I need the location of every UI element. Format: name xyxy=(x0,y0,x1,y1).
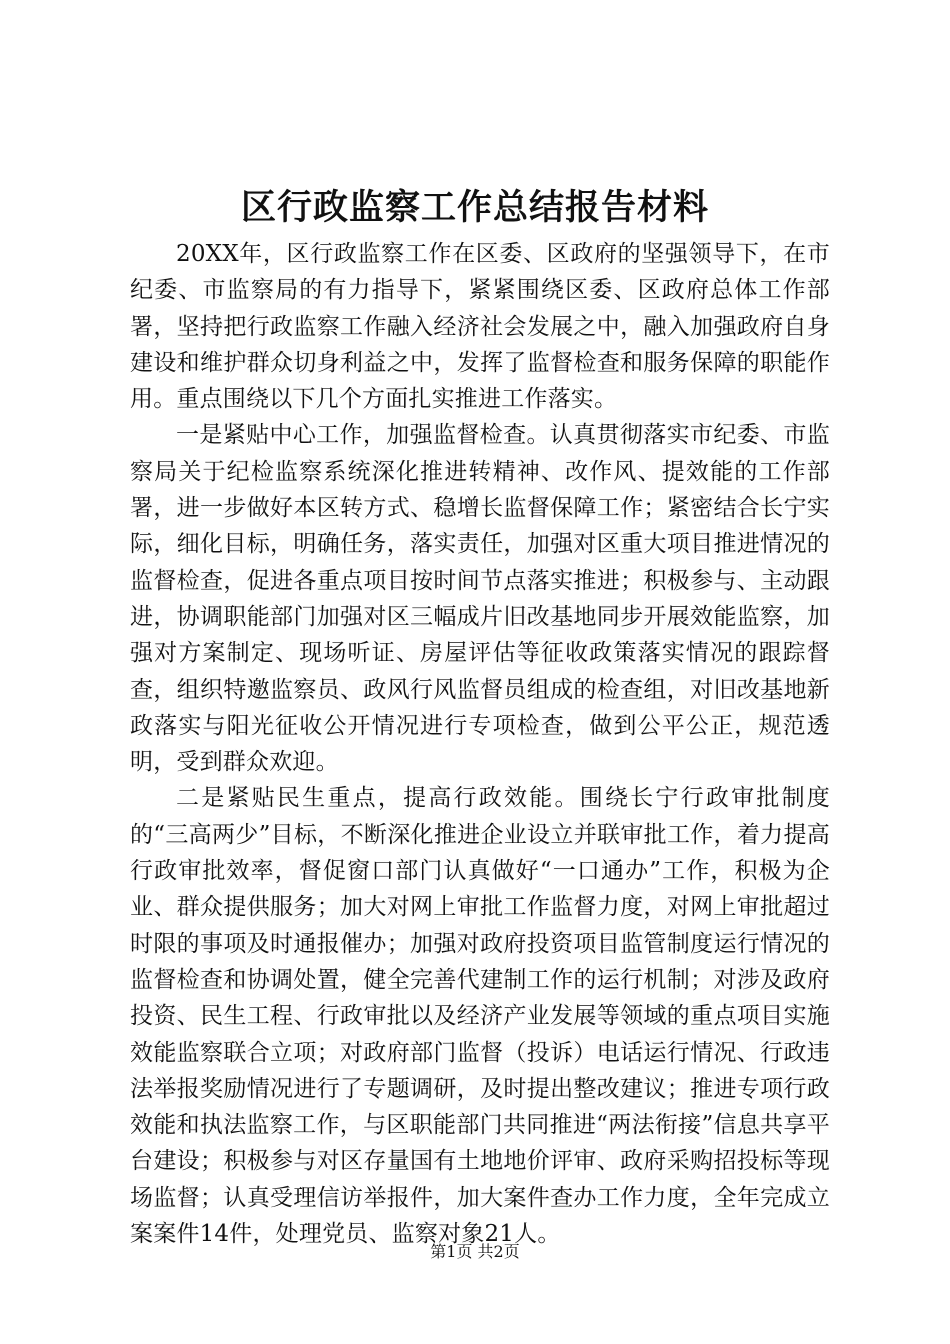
paragraph-efficiency: 二是紧贴民生重点，提高行政效能。围绕长宁行政审批制度的“三高两少”目标，不断深化推进企业设立并联审批工作，着力提高行政审批效率，督促窗口部门认真做好“一口通办”工作，积极为企业、群众提供服务；加大对网上审批工作监督力度，对网上审批超过时限的事项及时通报催办；加强对政府投资项目监管制度运行情况的监督检查和协调处置，健全完善代建制工作的运行机制；对涉及政府投资、民生工程、行政审批以及经济产业发展等领域的重点项目实施效能监察联合立项；对政府部门监督（投诉）电话运行情况、行政违法举报奖励情况进行了专题调研，及时提出整改建议；推进专项行政效能和执法监察工作，与区职能部门共同推进“两法衔接”信息共享平台建设；积极参与对区存量国有土地地价评审、政府采购招投标等现场监督；认真受理信访举报件，加大案件查办工作力度，全年完成立案案件14件，处理党员、监察对象21人。 xyxy=(130,785,830,1248)
document-body xyxy=(130,236,830,1252)
page-number: 第1页 共2页 xyxy=(430,1242,520,1261)
document-title: 区行政监察工作总结报告材料 xyxy=(240,187,709,228)
paragraph-intro: 20XX年，区行政监察工作在区委、区政府的坚强领导下，在市纪委、市监察局的有力指导下，紧紧围绕区委、区政府总体工作部署，坚持把行政监察工作融入经济社会发展之中，融入加强政府自身建设和维护群众切身利益之中，发挥了监督检查和服务保障的职能作用。重点围绕以下几个方面扎实推进工作落实。 xyxy=(130,241,830,413)
paragraph-supervision: 一是紧贴中心工作，加强监督检查。认真贯彻落实市纪委、市监察局关于纪检监察系统深化推进转精神、改作风、提效能的工作部署，进一步做好本区转方式、稳增长监督保障工作；紧密结合长宁实际，细化目标，明确任务，落实责任，加强对区重大项目推进情况的监督检查，促进各重点项目按时间节点落实推进；积极参与、主动跟进，协调职能部门加强对区三幅成片旧改基地同步开展效能监察，加强对方案制定、现场听证、房屋评估等征收政策落实情况的跟踪督查，组织特邀监察员、政风行风监督员组成的检查组，对旧改基地新政落实与阳光征收公开情况进行专项检查，做到公平公正，规范透明，受到群众欢迎。 xyxy=(130,422,830,776)
